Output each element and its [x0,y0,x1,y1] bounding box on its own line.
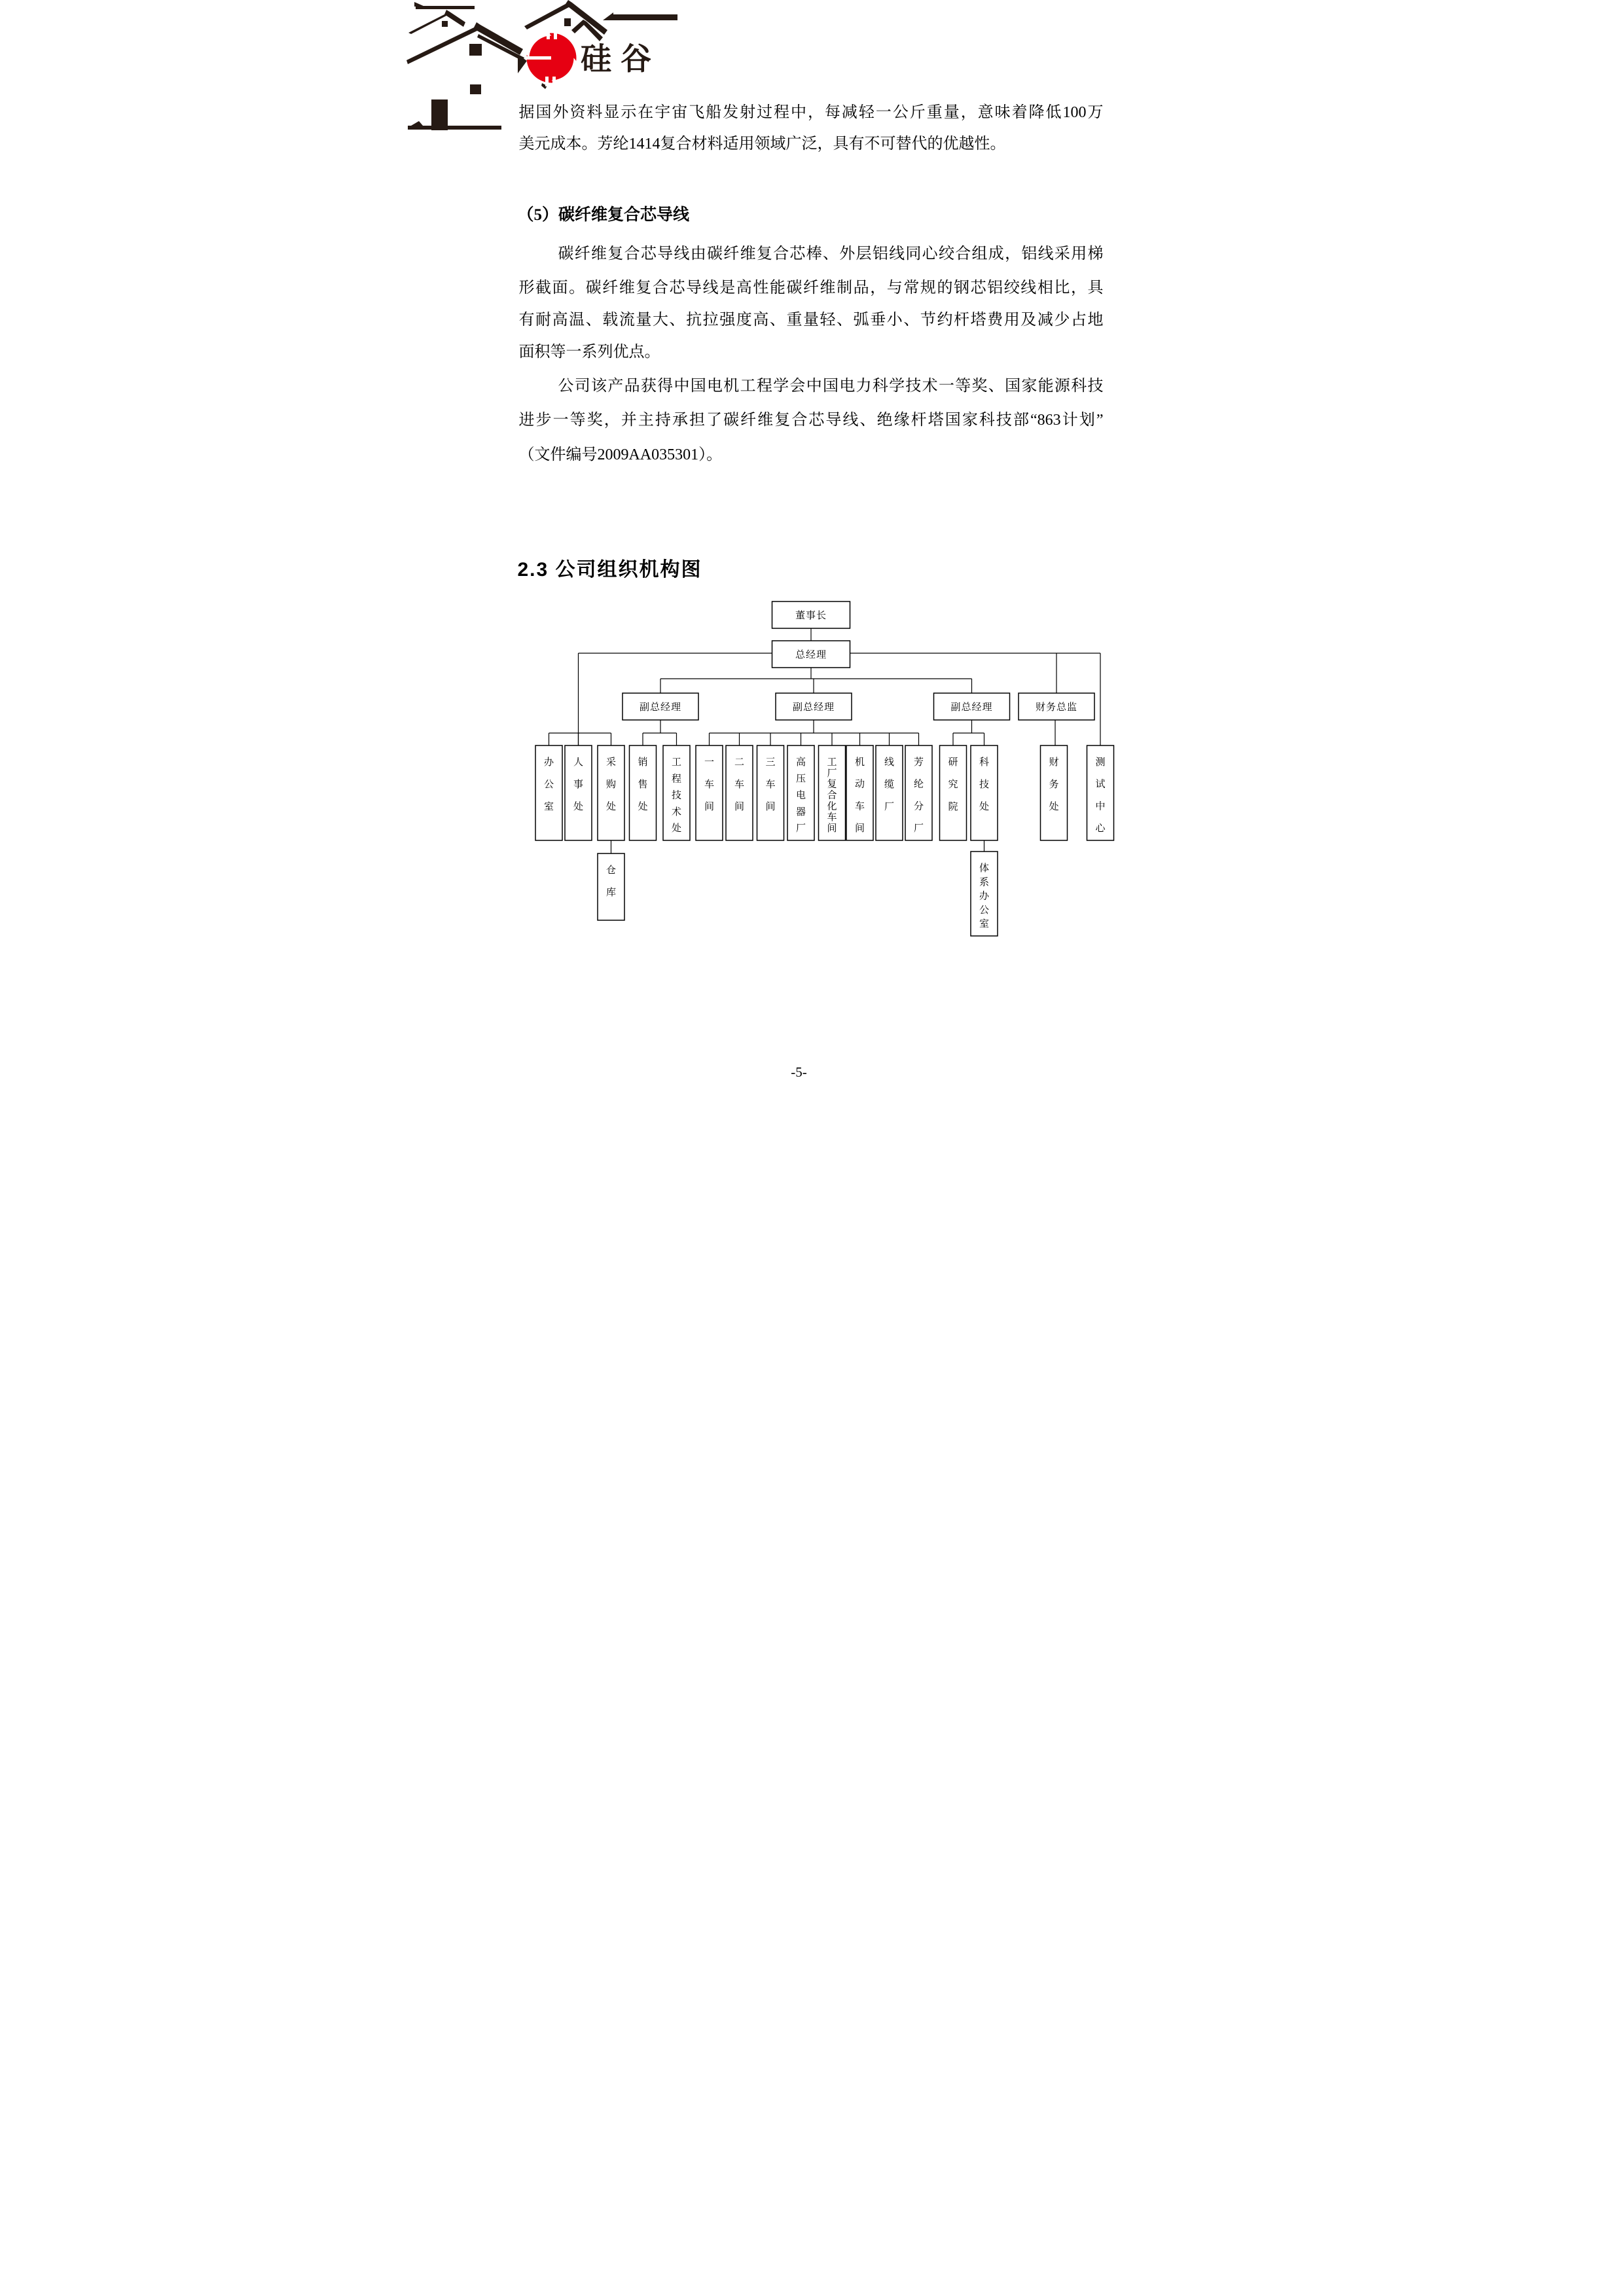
org-chart-node [598,745,624,840]
svg-text:财务总监: 财务总监 [1035,702,1077,713]
org-chart-node [846,745,873,840]
svg-text:采: 采 [605,757,616,768]
svg-text:销: 销 [637,757,648,768]
svg-text:分: 分 [913,801,924,812]
org-chart-node [598,853,624,920]
svg-text:办: 办 [543,757,554,768]
svg-text:处: 处 [671,823,681,834]
svg-text:车: 车 [765,780,776,790]
svg-text:高: 高 [795,757,806,768]
org-chart-node [772,601,850,628]
svg-text:厂: 厂 [826,768,837,779]
svg-text:事: 事 [573,780,583,790]
svg-text:动: 动 [854,779,865,790]
svg-text:测: 测 [1094,757,1106,768]
org-chart-node [726,745,753,840]
svg-text:室: 室 [979,919,989,929]
svg-text:室: 室 [543,802,554,812]
svg-text:间: 间 [826,823,837,834]
item-heading: （5）碳纤维复合芯导线 [517,206,690,224]
org-chart-node [818,745,845,840]
org-chart-node [876,745,903,840]
org-chart-node [971,852,998,936]
svg-text:副总经理: 副总经理 [792,702,835,713]
svg-text:厂: 厂 [795,823,806,834]
svg-text:处: 处 [573,802,583,812]
org-chart-node [1087,745,1113,840]
svg-text:处: 处 [637,802,648,812]
svg-text:务: 务 [1048,780,1059,790]
svg-text:副总经理: 副总经理 [639,702,681,713]
svg-text:间: 间 [734,802,744,812]
svg-text:财: 财 [1048,757,1059,768]
svg-text:车: 车 [704,780,714,790]
svg-text:体: 体 [979,863,989,874]
svg-text:电: 电 [795,790,806,801]
org-chart-node [1040,745,1067,840]
org-chart-node [696,745,723,840]
svg-text:院: 院 [947,802,958,812]
svg-text:工: 工 [671,757,681,768]
org-chart-node [565,745,592,840]
svg-text:处: 处 [1048,802,1059,812]
svg-text:程: 程 [671,774,681,785]
svg-text:办: 办 [979,891,989,902]
body-line: 形截面。碳纤维复合芯导线是高性能碳纤维制品，与常规的钢芯铝绞线相比，具 [518,279,1104,296]
svg-text:芳: 芳 [913,757,924,768]
svg-text:一: 一 [704,757,714,768]
svg-text:研: 研 [947,757,958,768]
org-chart-node [663,745,690,840]
org-chart-node [933,693,1009,720]
svg-text:车: 车 [826,812,837,823]
svg-text:仓: 仓 [605,865,616,876]
svg-text:科: 科 [979,757,989,768]
svg-text:副总经理: 副总经理 [950,702,993,713]
svg-text:究: 究 [947,780,958,790]
page-number: -5- [791,1064,807,1080]
svg-text:心: 心 [1094,823,1106,834]
svg-text:购: 购 [605,780,616,790]
org-chart-node [939,745,966,840]
svg-text:公: 公 [979,905,989,916]
svg-text:化: 化 [826,801,837,812]
org-chart-node [971,745,998,840]
body-line: 有耐高温、载流量大、抗拉强度高、重量轻、弧垂小、节约杆塔费用及减少占地 [518,312,1104,329]
document-page [406,0,1218,1148]
svg-text:董事长: 董事长 [795,611,827,621]
svg-text:人: 人 [573,757,583,768]
svg-text:技: 技 [979,780,989,790]
svg-text:车: 车 [734,780,744,790]
svg-text:间: 间 [704,802,714,812]
svg-text:总经理: 总经理 [795,650,827,660]
org-chart-node [776,693,852,720]
svg-text:三: 三 [765,757,776,768]
org-chart-node [1019,693,1094,720]
svg-text:中: 中 [1094,801,1106,812]
svg-text:处: 处 [605,802,616,812]
body-line: 据国外资料显示在宇宙飞船发射过程中，每减轻一公斤重量，意味着降低100万 [518,104,1104,121]
logo-mark-icon [524,29,578,86]
body-line: 公司该产品获得中国电机工程学会中国电力科学技术一等奖、国家能源科技 [558,378,1104,395]
svg-text:售: 售 [637,780,648,790]
svg-text:器: 器 [795,806,806,817]
svg-text:技: 技 [671,790,681,801]
svg-text:间: 间 [854,823,865,834]
svg-text:缆: 缆 [884,780,894,790]
svg-text:压: 压 [795,774,806,785]
body-line: 美元成本。芳纶1414复合材料适用领域广泛，具有不可替代的优越性。 [518,135,1006,152]
org-chart-node [787,745,814,840]
section-heading: 2.3 公司组织机构图 [517,559,702,581]
svg-text:公: 公 [543,780,554,790]
logo-brand-text: 硅谷 [580,41,660,76]
svg-text:复: 复 [826,779,837,790]
org-chart-node [629,745,656,840]
svg-text:厂: 厂 [884,802,894,812]
svg-text:术: 术 [671,806,681,817]
body-line: 碳纤维复合芯导线由碳纤维复合芯棒、外层铝线同心绞合组成，铝线采用梯 [558,245,1104,262]
svg-text:厂: 厂 [913,823,924,834]
org-chart-node [535,745,562,840]
org-chart-node [772,641,850,668]
org-chart-node [623,693,698,720]
body-line: 面积等一系列优点。 [518,344,660,361]
svg-text:试: 试 [1094,779,1106,790]
svg-text:库: 库 [605,888,616,898]
org-chart-node [757,745,784,840]
org-chart [406,589,1218,956]
svg-text:二: 二 [734,757,744,768]
svg-text:车: 车 [854,801,865,812]
svg-text:处: 处 [979,802,989,812]
svg-text:线: 线 [884,757,894,768]
svg-text:工: 工 [826,757,837,768]
svg-text:机: 机 [854,757,865,768]
svg-text:系: 系 [979,877,989,888]
body-line: （文件编号2009AA035301）。 [518,446,723,463]
svg-text:合: 合 [826,790,837,801]
org-chart-node [905,745,932,840]
svg-text:间: 间 [765,802,776,812]
svg-text:纶: 纶 [913,779,924,790]
body-line: 进步一等奖，并主持承担了碳纤维复合芯导线、绝缘杆塔国家科技部“863计划” [518,412,1104,429]
